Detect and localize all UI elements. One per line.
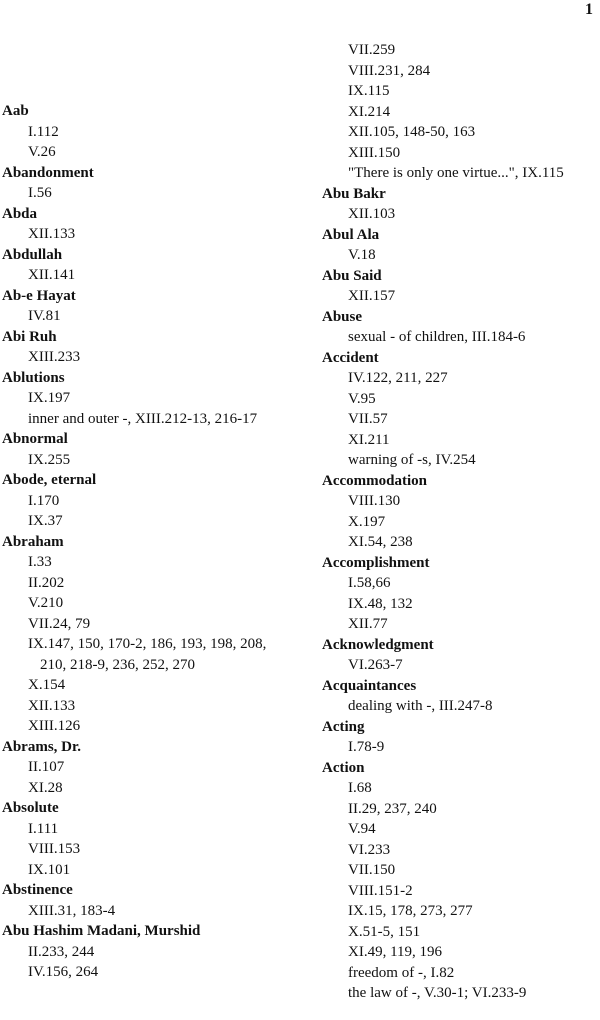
index-entry	[322, 676, 600, 717]
index-subentry: VII.259	[348, 42, 396, 58]
index-subentry: IX.15, 178, 273, 277	[348, 903, 473, 919]
index-subentry: XII.77	[348, 616, 388, 632]
index-heading: Abu Bakr	[322, 185, 386, 202]
index-subentry: VIII.151-2	[348, 882, 413, 899]
index-subentry: II.202	[28, 574, 65, 591]
index-heading: Action	[322, 759, 365, 776]
index-heading: Absolute	[2, 800, 59, 816]
index-subentry: VII.57	[348, 411, 388, 427]
index-entry	[322, 307, 600, 348]
index-subentry: IX.147, 150, 170-2, 186, 193, 198, 208, 210, 218-9, 236, 252, 270	[28, 636, 267, 673]
index-entry	[322, 184, 600, 225]
index-entry	[2, 470, 292, 532]
index-subentry: VII.150	[348, 862, 396, 878]
index-heading: Abandonment	[2, 164, 94, 181]
index-subentry: I.170	[28, 492, 60, 509]
index-subentry: dealing with -, III.247-8	[348, 698, 493, 714]
index-entry	[2, 429, 292, 470]
index-subentry: V.95	[348, 390, 376, 407]
index-entry	[322, 348, 600, 471]
index-subentry: X.51-5, 151	[348, 923, 421, 940]
index-entry	[322, 40, 600, 184]
index-subentry: IX.37	[28, 513, 63, 529]
index-subentry: XIII.31, 183-4	[28, 902, 116, 919]
index-entry	[2, 204, 292, 245]
index-subentry: IX.115	[348, 83, 390, 99]
index-subentry: XIII.233	[28, 349, 81, 365]
index-subentry: I.111	[28, 820, 59, 837]
index-subentry: freedom of -, I.82	[348, 964, 455, 981]
index-subentry: II.29, 237, 240	[348, 800, 437, 817]
index-subentry: IV.81	[28, 308, 61, 324]
index-entry	[322, 635, 600, 676]
index-entry	[322, 758, 600, 1004]
index-heading: Abdullah	[2, 246, 63, 263]
index-subentry: inner and outer -, XIII.212-13, 216-17	[28, 410, 258, 427]
index-subentry: XI.214	[348, 103, 391, 120]
index-subentry: XII.105, 148-50, 163	[348, 124, 476, 140]
index-heading: Abrams, Dr.	[2, 738, 82, 755]
index-entry	[322, 553, 600, 635]
index-subentry: I.112	[28, 123, 59, 140]
index-heading: Abul Ala	[322, 226, 380, 243]
index-subentry: V.26	[28, 144, 56, 160]
index-subentry: XII.157	[348, 288, 396, 304]
index-heading: Abda	[2, 205, 38, 222]
page-number: 1	[585, 1, 593, 18]
index-entry	[2, 368, 292, 430]
index-entry	[322, 266, 600, 307]
index-heading: Ab-e Hayat	[2, 287, 76, 304]
index-heading: Abraham	[2, 533, 64, 550]
index-subentry: I.56	[28, 185, 52, 201]
index-subentry: VI.233	[348, 841, 391, 858]
index-entry	[2, 286, 292, 327]
index-subentry: XII.141	[28, 267, 76, 283]
index-entry	[2, 798, 292, 880]
index-heading: Abu Said	[322, 267, 382, 284]
index-column-left	[2, 101, 292, 983]
index-subentry: VII.24, 79	[28, 615, 91, 632]
index-subentry: IX.197	[28, 390, 71, 406]
index-entry	[322, 225, 600, 266]
index-subentry: I.68	[348, 780, 372, 796]
index-subentry: V.94	[348, 821, 376, 837]
index-entry	[322, 471, 600, 553]
index-subentry: IX.255	[28, 451, 71, 468]
index-entry	[2, 880, 292, 921]
index-subentry: II.233, 244	[28, 943, 95, 960]
index-subentry: XII.103	[348, 206, 396, 222]
index-heading: Acquaintances	[322, 677, 417, 694]
index-heading: Abnormal	[2, 431, 68, 447]
index-subentry: XI.49, 119, 196	[348, 944, 443, 960]
index-entry	[2, 245, 292, 286]
index-subentry: "There is only one virtue...", IX.115	[348, 165, 564, 181]
index-entry	[2, 163, 292, 204]
index-subentry: XIII.126	[28, 718, 81, 734]
index-subentry: XI.28	[28, 779, 63, 796]
index-entry	[2, 737, 292, 799]
index-heading: Abuse	[322, 308, 363, 325]
index-subentry: X.197	[348, 513, 386, 530]
index-subentry: XIII.150	[348, 144, 401, 161]
index-heading: Abstinence	[2, 882, 73, 898]
index-entry	[2, 532, 292, 737]
index-subentry: I.58,66	[348, 575, 391, 591]
index-subentry: V.18	[348, 247, 376, 263]
index-subentry: XI.211	[348, 431, 390, 448]
index-subentry: VIII.231, 284	[348, 62, 431, 79]
index-subentry: XI.54, 238	[348, 534, 413, 550]
index-heading: Abu Hashim Madani, Murshid	[2, 923, 201, 939]
index-entry	[322, 717, 600, 758]
index-subentry: VIII.153	[28, 841, 81, 857]
index-subentry: IX.101	[28, 861, 71, 878]
index-heading: Accomplishment	[322, 554, 430, 571]
index-subentry: V.210	[28, 595, 64, 611]
index-entry	[2, 327, 292, 368]
index-subentry: the law of -, V.30-1; VI.233-9	[348, 985, 527, 1001]
index-entry	[2, 101, 292, 163]
index-subentry: VIII.130	[348, 493, 401, 509]
index-subentry: XII.133	[28, 226, 76, 242]
index-entry	[2, 921, 292, 983]
index-subentry: XII.133	[28, 697, 76, 714]
index-subentry: warning of -s, IV.254	[348, 452, 476, 468]
index-subentry: VI.263-7	[348, 657, 403, 673]
index-heading: Abode, eternal	[2, 472, 97, 488]
index-subentry: IV.156, 264	[28, 964, 99, 980]
index-heading: Accommodation	[322, 472, 427, 489]
index-heading: Aab	[2, 103, 29, 119]
index-heading: Accident	[322, 349, 379, 366]
index-heading: Ablutions	[2, 369, 65, 386]
index-subentry: II.107	[28, 759, 65, 775]
index-heading: Abi Ruh	[2, 328, 57, 345]
index-subentry: IX.48, 132	[348, 595, 413, 612]
index-subentry: I.33	[28, 554, 52, 570]
index-heading: Acting	[322, 718, 365, 735]
index-subentry: X.154	[28, 677, 66, 693]
index-subentry: I.78-9	[348, 739, 385, 755]
index-heading: Acknowledgment	[322, 636, 434, 653]
index-column-right	[322, 40, 600, 1004]
index-subentry: IV.122, 211, 227	[348, 370, 448, 386]
index-subentry: sexual - of children, III.184-6	[348, 329, 526, 345]
